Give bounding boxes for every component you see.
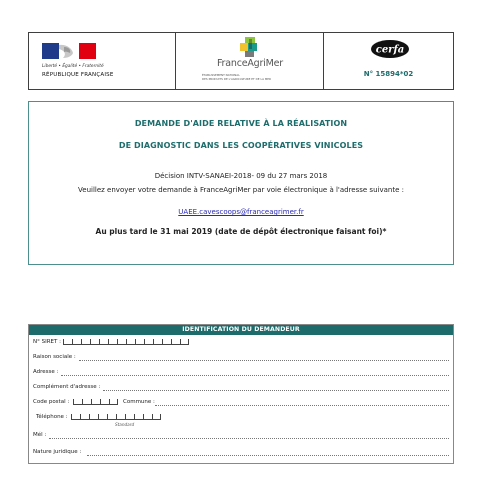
complement-adresse-row: [33, 384, 449, 394]
identification-heading: IDENTIFICATION DU DEMANDEUR: [29, 325, 453, 335]
cerfa-cell: [323, 33, 453, 89]
telephone-label: Téléphone :: [36, 414, 68, 420]
request-title-line1: DEMANDE D'AIDE RELATIVE À LA RÉALISATION: [134, 119, 348, 128]
franceagrimer-logo-icon: [236, 37, 264, 57]
request-title-line2: DE DIAGNOSTIC DANS LES COOPÉRATIVES VINICOLES: [118, 141, 364, 150]
submission-email-link[interactable]: UAEE.cavescoops@franceagrimer.fr: [178, 208, 304, 216]
raison-sociale-row: [33, 354, 449, 364]
decision-reference: Décision INTV-SANAEI-2018- 09 du 27 mars 2018: [154, 172, 328, 180]
franceagrimer-cell: [175, 33, 323, 89]
commune-label: Commune :: [123, 399, 155, 405]
republique-francaise-cell: [29, 33, 175, 89]
code-postal-row: [33, 399, 449, 409]
raison-sociale-label: Raison sociale :: [33, 354, 76, 360]
republique-name: RÉPUBLIQUE FRANÇAISE: [42, 72, 114, 78]
code-postal-label: Code postal :: [33, 399, 70, 405]
complement-adresse-field[interactable]: [103, 390, 449, 391]
franceagrimer-subtitle-line2: DES PRODUITS DE L'AGRICULTURE ET DE LA MER: [202, 77, 272, 81]
franceagrimer-subtitle-line1: ÉTABLISSEMENT NATIONAL: [202, 73, 240, 77]
mel-row: [33, 432, 449, 442]
adresse-row: [33, 369, 449, 379]
republique-motto: Liberté • Égalité • Fraternité: [42, 64, 104, 69]
cerfa-logo-text: cerfa: [375, 44, 405, 56]
telephone-row: [33, 414, 449, 427]
adresse-field[interactable]: [61, 375, 449, 376]
submission-instruction: Veuillez envoyer votre demande à FranceAgriMer par voie électronique à l'adresse suivante :: [78, 186, 404, 194]
adresse-label: Adresse :: [33, 369, 59, 375]
siret-label: N° SIRET :: [33, 339, 61, 345]
code-postal-input-boxes[interactable]: [73, 399, 118, 406]
telephone-input-boxes[interactable]: [71, 414, 161, 421]
mel-label: Mél :: [33, 432, 47, 438]
cerfa-logo-icon: [370, 39, 410, 59]
submission-deadline: Au plus tard le 31 mai 2019 (date de dépôt électronique faisant foi)*: [95, 227, 387, 236]
franceagrimer-brand: FranceAgriMer: [216, 58, 283, 69]
document-header: [28, 32, 454, 90]
raison-sociale-field[interactable]: [79, 360, 449, 361]
siret-input-boxes[interactable]: [63, 339, 189, 346]
commune-field[interactable]: [155, 405, 449, 406]
nature-juridique-label: Nature juridique :: [33, 449, 82, 455]
nature-juridique-row: [33, 449, 449, 459]
cerfa-number: N° 15894*02: [363, 70, 414, 78]
identification-section: [28, 324, 454, 464]
complement-adresse-label: Complément d'adresse :: [33, 384, 101, 390]
marianne-logo-icon: [42, 40, 100, 62]
telephone-standard-note: Standard: [115, 422, 135, 427]
mel-field[interactable]: [49, 438, 449, 439]
siret-row: [33, 339, 449, 349]
request-info-box: [28, 101, 454, 265]
nature-juridique-field[interactable]: [87, 455, 449, 456]
